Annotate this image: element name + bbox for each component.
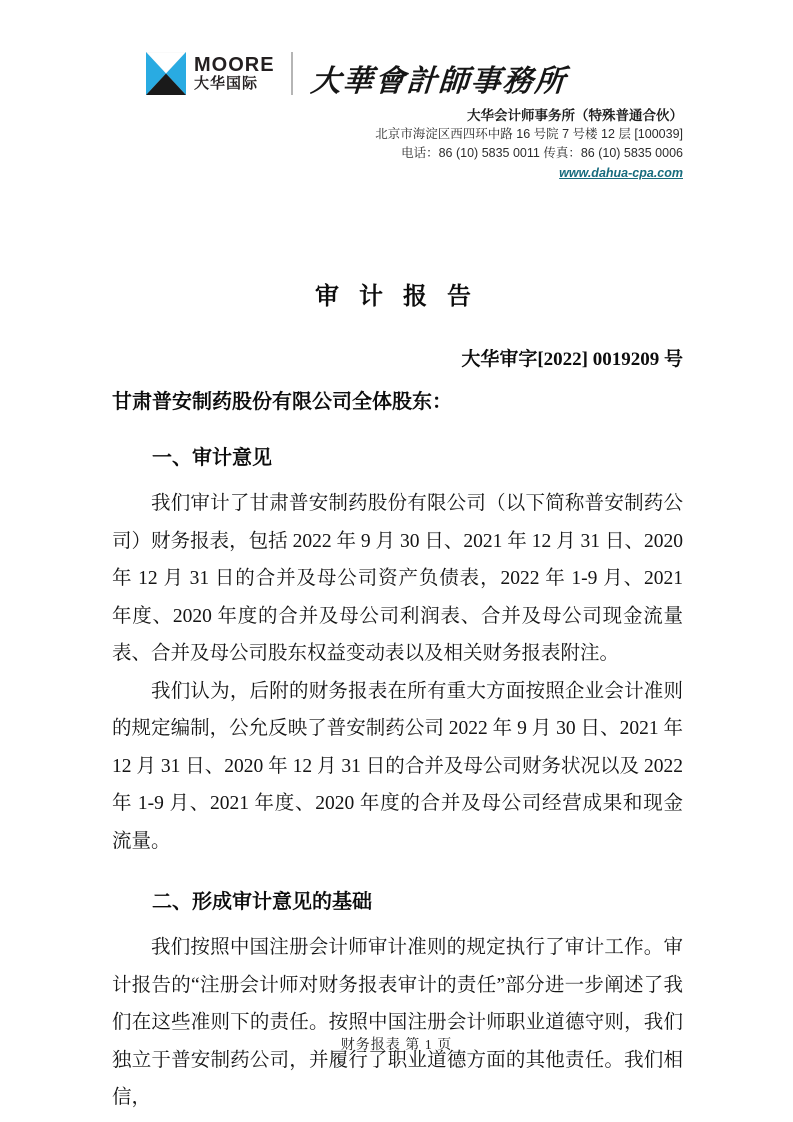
website-link[interactable]: www.dahua-cpa.com [559,166,683,180]
firm-address: 北京市海淀区西四环中路 16 号院 7 号楼 12 层 [100039] [375,127,683,141]
firm-brush-name: 大華會計師事務所 [309,65,568,98]
moore-logo-icon [146,52,186,95]
letterhead-address-block [375,106,683,183]
firm-phone-fax: 电话：86 (10) 5835 0011 传真：86 (10) 5835 0006 [401,146,683,160]
paragraph-opinion-2: 我们认为，后附的财务报表在所有重大方面按照企业会计准则的规定编制，公允反映了普安制药公司 2022 年 9 月 30 日、2021 年 12 月 31 日、2020 年 12 月 31 日的合并及母公司财务状况以及 2022 年 1-9 月、2021 年度、2020 年度的合并及母公司经营成果和现金流量。 [112,680,683,852]
website-line [375,163,683,183]
section-heading-opinion: 一、审计意见 [152,447,272,469]
report-body [112,388,683,1117]
paragraph-opinion-1: 我们审计了甘肃普安制药股份有限公司（以下简称普安制药公司）财务报表，包括 2022 年 9 月 30 日、2021 年 12 月 31 日、2020 年 12 月 31 日的合并及母公司资产负债表，2022 年 1-9 月、2021 年度、2020 年度的合并及母公司利润表、合并及母公司现金流量表、合并及母公司股东权益变动表以及相关财务报表附注。 [112,493,683,664]
moore-cn-text: 大华国际 [194,75,259,92]
moore-text: MOORE [194,54,275,76]
report-ref-number: 大华审字[2022] 0019209 号 [461,349,683,370]
section-heading-basis: 二、形成审计意见的基础 [152,891,372,913]
letterhead-logo [146,52,567,100]
moore-wordmark [194,52,275,93]
paragraph-basis-1: 我们按照中国注册会计师审计准则的规定执行了审计工作。审计报告的“注册会计师对财务报表审计的责任”部分进一步阐述了我们在这些准则下的责任。按照中国注册会计师职业道德守则，我们独立于普安制药公司，并履行了职业道德方面的其他责任。我们相信， [112,937,683,1108]
logo-divider [291,52,293,95]
firm-name: 大华会计师事务所（特殊普通合伙） [467,108,683,123]
page-footer-label: 财务报表 第 1 页 [340,1038,453,1053]
addressee-line: 甘肃普安制药股份有限公司全体股东： [112,391,452,413]
report-title: 审 计 报 告 [315,284,478,310]
